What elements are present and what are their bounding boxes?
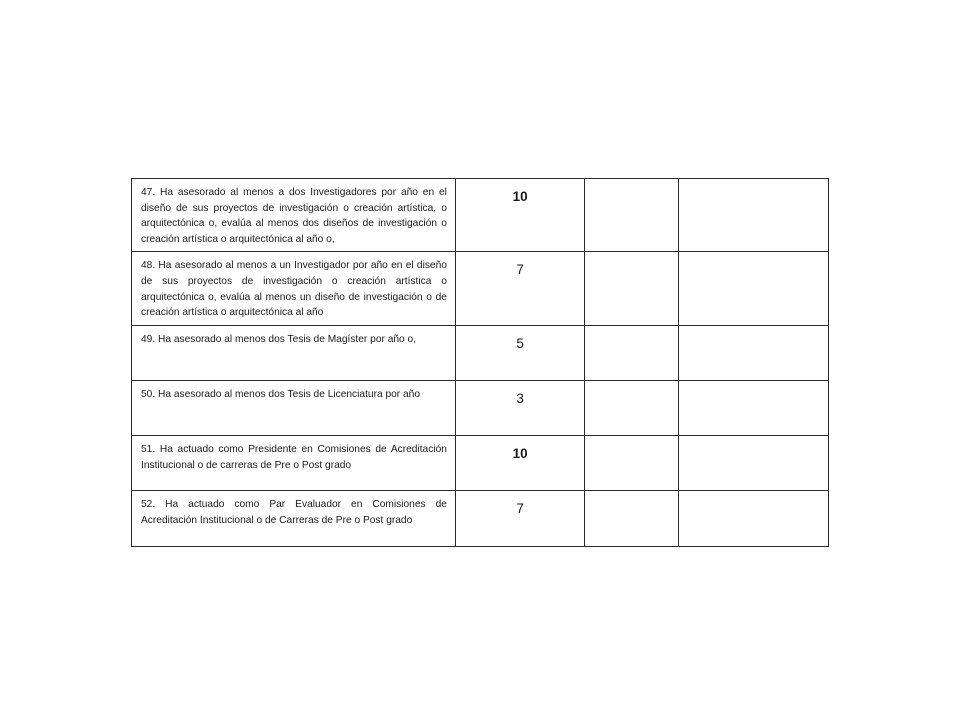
criterion-description: 47. Ha asesorado al menos a dos Investigadores por año en el diseño de sus proyectos de investigación o creación artística, o arquitectónica o, evalúa al menos dos diseños de investigación o creación artística o arquitectónica al año o, [141,187,447,245]
criterion-description: 50. Ha asesorado al menos dos Tesis de Licenciatura por año [141,389,421,401]
empty-cell-4[interactable] [678,252,828,326]
criterion-cell [132,436,456,491]
criterion-score: 3 [516,391,524,407]
table-row [132,436,829,491]
criterion-description: 49. Ha asesorado al menos dos Tesis de Magíster por año o, [141,334,417,346]
criterion-score: 5 [516,336,524,352]
table-row [132,252,829,326]
empty-cell-3[interactable] [585,326,678,381]
empty-cell-4[interactable] [678,326,828,381]
empty-cell-4[interactable] [678,491,828,547]
table-row [132,491,829,547]
empty-cell-3[interactable] [585,381,678,436]
criterion-description: 52. Ha actuado como Par Evaluador en Comisiones de Acreditación Institucional o de Carreras de Pre o Post grado [141,499,447,526]
criterion-score: 7 [516,262,524,278]
empty-cell-4[interactable] [678,179,828,252]
score-cell [455,179,584,252]
criteria-table [131,178,829,547]
criterion-cell [132,179,456,252]
empty-cell-3[interactable] [585,491,678,547]
criterion-score: 10 [512,446,528,462]
empty-cell-3[interactable] [585,179,678,252]
table-row [132,179,829,252]
criterion-score: 10 [512,189,528,204]
score-cell [455,436,584,491]
criterion-cell [132,491,456,547]
score-cell [455,381,584,436]
criterion-score: 7 [516,501,524,517]
empty-cell-4[interactable] [678,436,828,491]
empty-cell-4[interactable] [678,381,828,436]
score-cell [455,491,584,547]
empty-cell-3[interactable] [585,252,678,326]
empty-cell-3[interactable] [585,436,678,491]
criterion-description: 51. Ha actuado como Presidente en Comisiones de Acreditación Institucional o de carreras de Pre o Post grado [141,444,447,471]
table-row [132,326,829,381]
table-row [132,381,829,436]
score-cell [455,252,584,326]
criterion-cell [132,252,456,326]
criterion-description: 48. Ha asesorado al menos a un Investigador por año en el diseño de sus proyectos de investigación o creación artística o arquitectónica o, evalúa al menos un diseño de investigación o de creación artística o arquitectónica al año [141,260,447,319]
criterion-cell [132,381,456,436]
score-cell [455,326,584,381]
criterion-cell [132,326,456,381]
